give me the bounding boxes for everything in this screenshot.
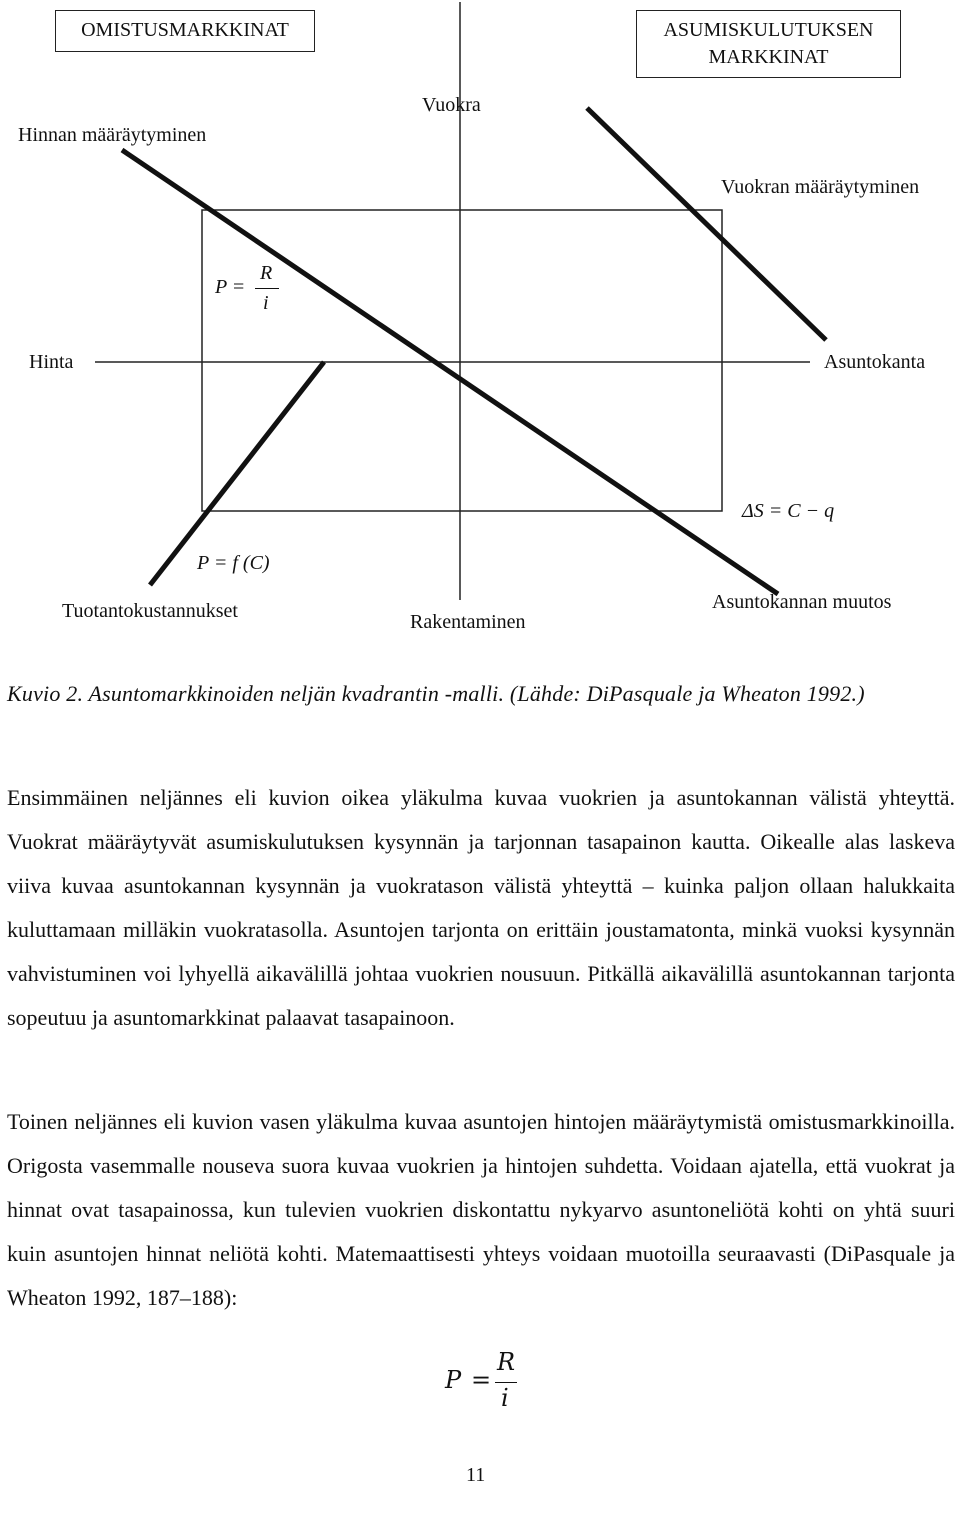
equation-p: P <box>445 1366 462 1394</box>
equation-num: R <box>497 1348 516 1376</box>
price-determination-label: Hinnan määräytyminen <box>18 124 207 146</box>
consumption-market-box <box>636 10 901 78</box>
formula-p: P <box>215 276 228 298</box>
formula-eq: = <box>233 276 245 298</box>
stock-change-label: Asuntokannan muutos <box>712 591 892 613</box>
equation-bar <box>495 1382 517 1383</box>
ownership-market-box <box>55 10 315 52</box>
housing-stock-axis-label: Asuntokanta <box>824 351 926 373</box>
price-axis-label: Hinta <box>29 351 74 373</box>
construction-label: Rakentaminen <box>410 611 526 633</box>
paragraph-second-quadrant: Toinen neljännes eli kuvion vasen yläkulma kuvaa asuntojen hintojen määräytymistä omistusmarkkinoilla. Origosta vasemmalle nouseva suora kuvaa vuokrien ja hintojen suhdetta. Voidaan ajatella, että vuokrat ja hinnat ovat tasapainossa, kun tulevien vuokrien diskontattu nykyarvo asuntoneliötä kohti on yhtä suuri kuin asuntojen hinnat neliötä kohti. Matemaattisesti yhteys voidaan muotoilla seuraavasti (DiPasquale ja Wheaton 1992, 187–188): <box>7 1109 955 1310</box>
cost-function-formula: P = f (C) <box>197 552 270 574</box>
equation-den: i <box>501 1384 509 1412</box>
production-costs-label: Tuotantokustannukset <box>62 600 238 622</box>
stock-change-formula: ΔS = C − q <box>742 500 835 522</box>
formula-den: i <box>263 292 269 314</box>
figure-caption: Kuvio 2. Asuntomarkkinoiden neljän kvadrantin -malli. (Lähde: DiPasquale ja Wheaton 1992.) <box>7 681 865 706</box>
formula-bar <box>255 288 279 289</box>
ownership-market-label: OMISTUSMARKKINAT <box>81 19 289 41</box>
rent-demand-line <box>587 108 826 340</box>
page-number: 11 <box>466 1464 486 1486</box>
rent-determination-label: Vuokran määräytyminen <box>721 176 920 198</box>
price-rent-line <box>122 150 778 594</box>
paragraph-first-quadrant: Ensimmäinen neljännes eli kuvion oikea yläkulma kuvaa vuokrien ja asuntokannan välistä yhteyttä. Vuokrat määräytyvät asumiskulutuksen kysynnän ja tarjonnan tasapainon kautta. Oikealle alas laskeva viiva kuvaa asuntokannan kysynnän ja vuokratason välistä yhteyttä – kuinka paljon ollaan halukkaita kuluttamaan milläkin vuokratasolla. Asuntojen tarjonta on erittäin joustamatonta, minkä vuoksi kysynnän vahvistuminen voi lyhyellä aikavälillä johtaa vuokrien nousuun. Pitkällä aikavälillä asuntokannan tarjonta sopeutuu ja asuntomarkkinat palaavat tasapainoon. <box>7 785 955 1030</box>
rent-axis-label: Vuokra <box>422 94 481 116</box>
consumption-market-label: ASUMISKULUTUKSEN MARKKINAT <box>663 19 874 68</box>
equation-eq: = <box>471 1366 492 1394</box>
formula-num: R <box>260 262 273 284</box>
